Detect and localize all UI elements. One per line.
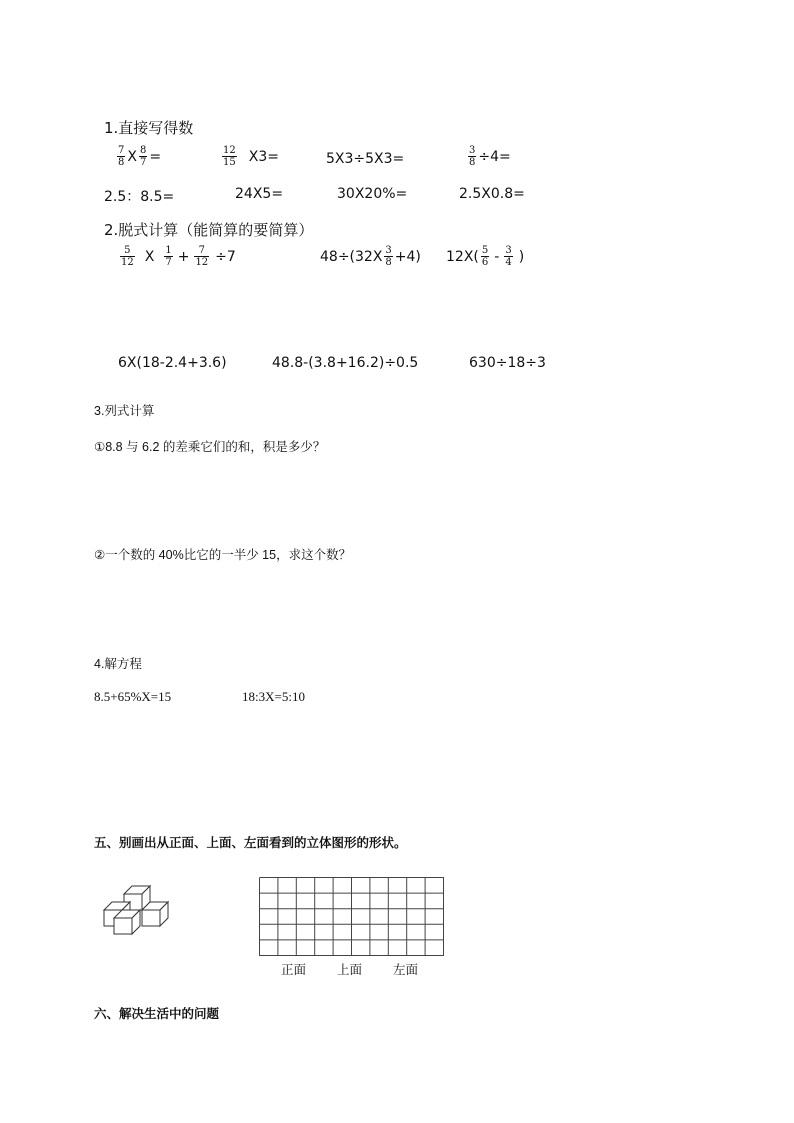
label-top-view: 上面 [337,962,363,977]
s1-r1-item-d: $\frac{3}{8}$ ÷4= [469,145,511,168]
equation-2: 18:3X=5:10 [242,689,305,704]
cube-figure [100,880,180,938]
s2-r1-item-b: 48÷(32X $\frac{3}{8}$ +4) [320,245,421,268]
fraction: $\frac{12}{15}$ [223,145,236,168]
s2-r2-item-c: 630÷18÷3 [469,355,546,371]
fraction: $\frac{5}{6}$ [481,245,489,268]
section2-title: 2.脱式计算（能简算的要简算） [104,221,314,239]
equation-1: 8.5+65%X=15 [94,689,172,704]
fraction: $\frac{3}{8}$ [385,245,392,268]
section5-title: 五、别画出从正面、上面、左面看到的立体图形的形状。 [94,835,407,850]
s1-r1-item-b: $\frac{12}{15}$ X3= [223,145,279,168]
fraction: $\frac{8}{7}$ [139,145,147,168]
question-2: ②一个数的 40%比它的一半少 15，求这个数？ [94,548,352,562]
section1-title: 1.直接写得数 [104,119,194,137]
s1-r2-item-c: 30X20%= [337,186,408,202]
fraction: $\frac{7}{8}$ [118,145,125,168]
s2-r2-item-a: 6X(18-2.4+3.6) [118,355,227,371]
section4-title: 4.解方程 [94,657,142,671]
fraction: $\frac{1}{7}$ [165,245,172,268]
question-1: ①8.8 与 6.2 的差乘它们的和，积是多少？ [94,440,326,454]
fraction: $\frac{3}{4}$ [505,245,512,268]
fraction: $\frac{7}{12}$ [195,245,209,268]
s1-r1-item-a: $\frac{7}{8}$ X $\frac{8}{7}$ = [118,145,162,168]
s1-r2-item-a: 2.5：8.5= [104,189,175,205]
section6-title: 六、解决生活中的问题 [94,1006,220,1021]
fraction: $\frac{5}{12}$ [121,245,134,268]
drawing-grid [259,877,445,957]
s1-r2-item-d: 2.5X0.8= [459,186,525,202]
section3-title: 3.列式计算 [94,404,155,418]
s1-r2-item-b: 24X5= [235,186,284,202]
s2-r2-item-b: 48.8-(3.8+16.2)÷0.5 [272,355,419,371]
s2-r1-item-c: 12X( $\frac{5}{6}$ - $\frac{3}{4}$ ) [446,245,525,268]
label-front-view: 正面 [281,962,307,977]
s2-r1-item-a: $\frac{5}{12}$ X $\frac{1}{7}$ + $\frac{7}{12}$ ÷7 [121,245,236,268]
s1-r1-item-c: 5X3÷5X3= [326,151,405,167]
label-left-view: 左面 [393,962,419,977]
fraction: $\frac{3}{8}$ [469,145,476,168]
